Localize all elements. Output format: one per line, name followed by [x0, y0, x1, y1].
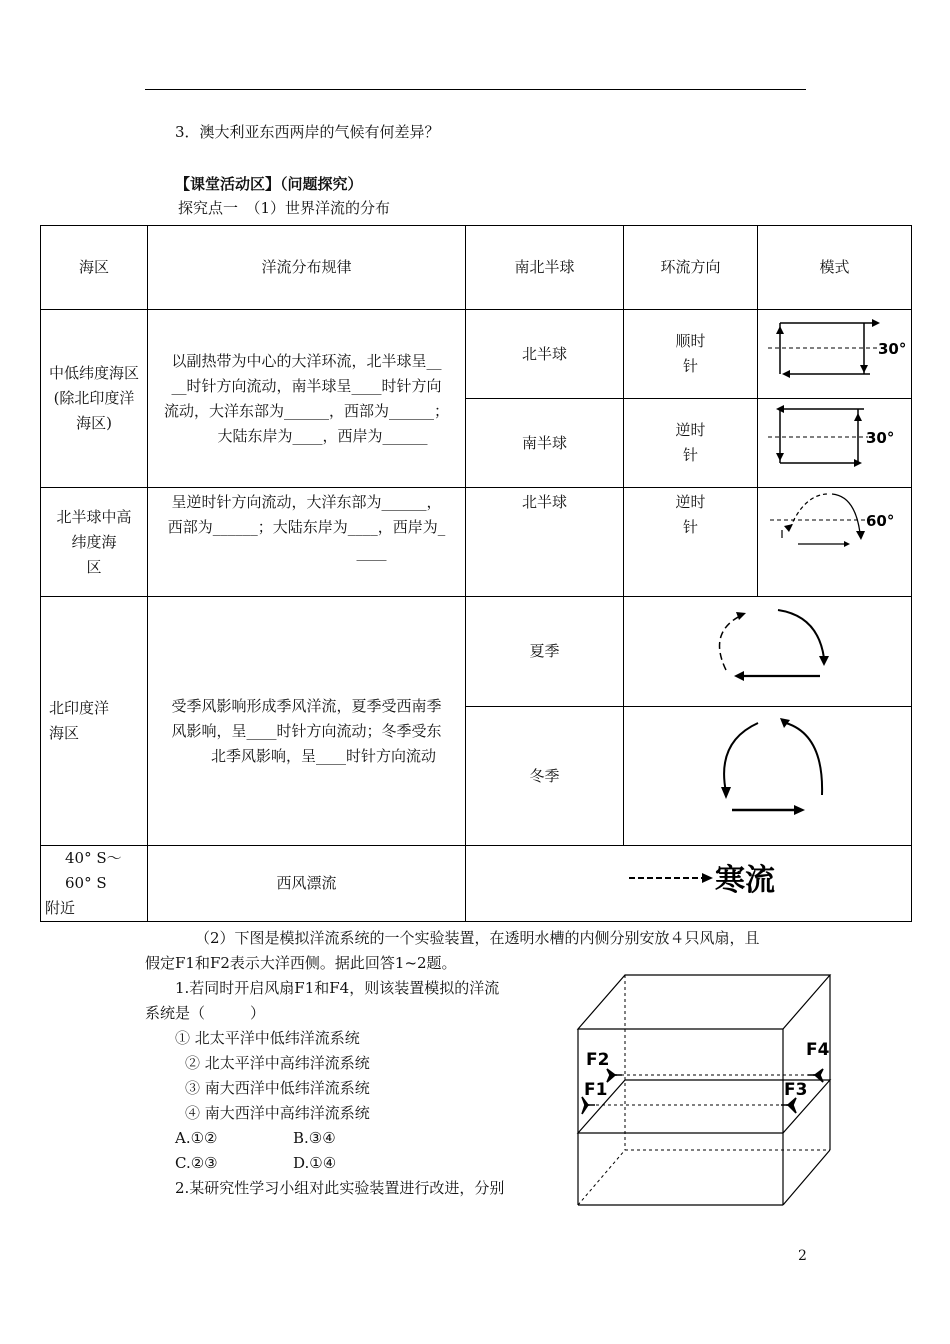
winter-pattern: [624, 707, 912, 846]
direction-text: 逆时: [675, 421, 706, 439]
option-1: ① 北太平洋中低纬洋流系统: [175, 1029, 360, 1047]
page-number: 2: [798, 1248, 807, 1264]
rule-line: 风影响，呈____时针方向流动；冬季受东: [171, 721, 442, 740]
south-hemisphere: 南半球: [466, 399, 624, 488]
pattern-north-high: [758, 488, 912, 597]
table-row: [41, 488, 912, 597]
region-text: 海区: [49, 724, 80, 742]
winter-label: 冬季: [466, 707, 624, 846]
part2-line1: （2）下图是模拟洋流系统的一个实验装置，在透明水槽的内侧分别安放４只风扇，且: [195, 929, 760, 947]
answer-line: [145, 89, 806, 90]
direction-text: 逆时: [675, 493, 706, 511]
north-hemisphere: 北半球: [466, 310, 624, 399]
q1-line1: 1.若同时开启风扇F1和F4，则该装置模拟的洋流: [175, 979, 500, 997]
table-row: [41, 846, 912, 922]
section-title: 【课堂活动区】（问题探究）: [175, 175, 363, 193]
summer-label: 夏季: [466, 597, 624, 707]
clockwise-gyre-diagram: [760, 310, 910, 390]
rule-line: 以副热带为中心的大洋环流，北半球呈__: [171, 351, 442, 370]
pattern-south-low: [758, 399, 912, 488]
rule-line: 呈逆时针方向流动，大洋东部为______，: [171, 493, 442, 511]
choice-c: C.②③: [175, 1154, 218, 1172]
choice-d: D.①④: [293, 1154, 337, 1172]
table-row: [41, 310, 912, 399]
latitude-label: 30°: [865, 429, 894, 447]
summer-monsoon-current-diagram: [628, 598, 908, 698]
rule-line: ____: [356, 543, 387, 561]
question-3: 3．澳大利亚东西两岸的气候有何差异？: [175, 123, 440, 141]
direction-text: 顺时: [675, 332, 706, 350]
westerly-drift: 西风漂流: [148, 846, 466, 922]
north-direction: [624, 310, 758, 399]
rule-line: __时针方向流动，南半球呈____时针方向: [171, 376, 442, 395]
direction-text: 针: [682, 357, 698, 375]
q1-line2: 系统是（ ）: [145, 1004, 266, 1022]
table-header-row: [41, 226, 912, 310]
pattern-north-low: [758, 310, 912, 399]
option-2: ② 北太平洋中高纬洋流系统: [185, 1054, 370, 1072]
winter-monsoon-current-diagram: [628, 707, 908, 837]
header-direction: 环流方向: [624, 226, 758, 310]
rule-north-high: [148, 488, 466, 597]
cold-current-label: 寒流: [714, 862, 775, 898]
explore-point: 探究点一 （1）世界洋流的分布: [178, 199, 391, 217]
option-3: ③ 南大西洋中低纬洋流系统: [185, 1079, 370, 1097]
rule-line: 北季风影响，呈____时针方向流动: [210, 746, 436, 765]
rule-low-mid: [148, 310, 466, 488]
header-region: 海区: [41, 226, 148, 310]
fan-f1-label: F1: [584, 1080, 608, 1100]
fan-f2-label: F2: [586, 1050, 610, 1070]
ocean-current-table: [40, 225, 912, 922]
header-hemisphere: 南北半球: [466, 226, 624, 310]
rule-line: 大陆东岸为____，西岸为______: [217, 426, 428, 445]
header-rule: 洋流分布规律: [148, 226, 466, 310]
rule-north-indian: [148, 597, 466, 846]
cold-current-legend: [466, 846, 912, 922]
rule-line: 西部为______；大陆东岸为____，西岸为_: [167, 518, 446, 536]
region-low-mid: [41, 310, 148, 488]
choice-b: B.③④: [293, 1129, 336, 1147]
direction-text: 针: [682, 446, 698, 464]
region-north-high: [41, 488, 148, 597]
region-text: 北半球中高: [56, 507, 132, 526]
region-text: 纬度海: [71, 532, 117, 551]
choice-a: A.①②: [175, 1129, 218, 1147]
fan-f4-label: F4: [806, 1040, 830, 1060]
summer-pattern: [624, 597, 912, 707]
cold-current-arrow: [539, 850, 839, 910]
water-tank-diagram: [570, 965, 840, 1215]
north-high-direction: [624, 488, 758, 597]
part2-line2: 假定F1和F2表示大洋西侧。据此回答1~2题。: [145, 954, 457, 972]
rule-line: 受季风影响形成季风洋流，夏季受西南季: [171, 696, 442, 715]
counterclockwise-gyre-diagram: [760, 399, 910, 479]
region-text: 区: [86, 557, 102, 576]
region-low-mid-text: 中低纬度海区(除北印度洋海区): [49, 364, 140, 432]
subpolar-gyre-diagram: [760, 488, 910, 588]
latitude-label: 30°: [877, 340, 906, 358]
region-text: 附近: [45, 899, 76, 917]
direction-text: 针: [682, 518, 698, 536]
south-direction: [624, 399, 758, 488]
table-row: [41, 597, 912, 707]
option-4: ④ 南大西洋中高纬洋流系统: [185, 1104, 370, 1122]
rule-line: 流动，大洋东部为______，西部为______；: [163, 401, 449, 420]
north-hemisphere-high: 北半球: [466, 488, 624, 597]
region-north-indian: [41, 597, 148, 846]
region-text: 北印度洋: [49, 699, 110, 717]
fan-f3-label: F3: [784, 1080, 808, 1100]
header-pattern: 模式: [758, 226, 912, 310]
latitude-label: 60°: [865, 512, 894, 530]
region-text: 60° S: [65, 874, 107, 892]
q2-line: 2.某研究性学习小组对此实验装置进行改进，分别: [175, 1179, 505, 1197]
region-westerly: [41, 846, 148, 922]
region-text: 40° S～: [65, 849, 122, 867]
